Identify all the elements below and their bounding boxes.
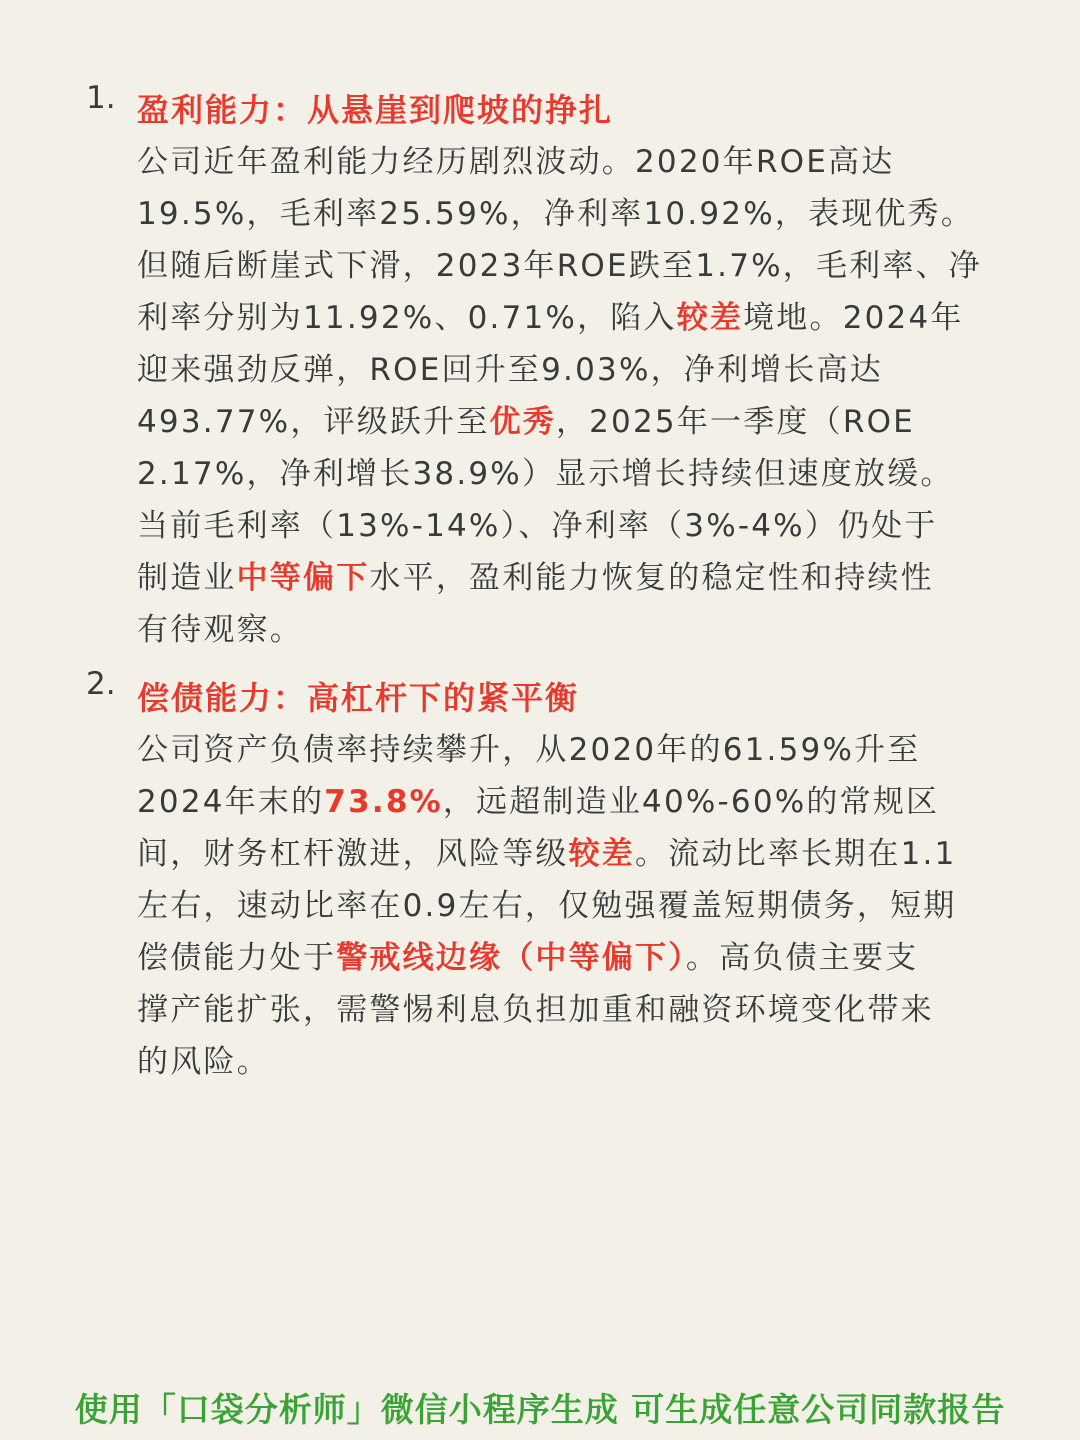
body-text: 间，财务杠杆激进，风险等级 [137, 836, 569, 872]
body-line [137, 984, 934, 1036]
body-text: 左右，速动比率在0.9左右，仅勉强覆盖短期债务，短期 [137, 888, 957, 924]
section-heading: 盈利能力：从悬崖到爬坡的挣扎 [137, 91, 614, 129]
list-number: 2. [86, 666, 116, 702]
body-line [137, 396, 915, 448]
body-line [137, 292, 964, 344]
highlight-text: 优秀 [489, 404, 556, 440]
body-line [137, 932, 918, 984]
footer-promo: 使用「口袋分析师」微信小程序生成 可生成任意公司同款报告 [74, 1390, 1006, 1429]
body-text: 水平，盈利能力恢复的稳定性和持续性 [369, 560, 934, 596]
body-text: 但随后断崖式下滑，2023年ROE跌至1.7%，毛利率、净 [137, 248, 982, 284]
body-line [137, 776, 939, 828]
body-text: 偿债能力处于 [137, 940, 337, 976]
body-text: 公司近年盈利能力经历剧烈波动。2020年ROE高达 [137, 144, 895, 180]
body-text: 19.5%，毛利率25.59%，净利率10.92%，表现优秀。 [137, 196, 975, 232]
body-text: 。流动比率长期在1.1 [635, 836, 957, 872]
list-number: 1. [86, 80, 116, 116]
highlight-text: 较差 [568, 836, 636, 872]
body-text: 2.17%，净利增长38.9%）显示增长持续但速度放缓。 [137, 456, 954, 492]
section-heading: 偿债能力：高杠杆下的紧平衡 [137, 679, 580, 717]
body-text: ，远超制造业40%-60%的常规区 [442, 784, 940, 820]
body-text: 2024年末的 [137, 784, 325, 820]
body-line [137, 724, 921, 776]
body-line [137, 240, 982, 292]
body-text: 当前毛利率（13%-14%）、净利率（3%-4%）仍处于 [137, 508, 938, 544]
body-text: ，2025年一季度（ROE [555, 404, 915, 440]
body-text: 493.77%，评级跃升至 [137, 404, 490, 440]
body-line [137, 500, 938, 552]
highlight-text: 中等偏下 [236, 560, 370, 596]
body-line [137, 136, 894, 188]
body-text: 制造业 [137, 560, 237, 596]
body-text: 的风险。 [137, 1044, 270, 1080]
body-text: 。高负债主要支 [685, 940, 919, 976]
body-line [137, 344, 883, 396]
body-text: 利率分别为11.92%、0.71%，陷入 [137, 300, 677, 336]
body-line [137, 604, 303, 656]
body-line [137, 880, 957, 932]
body-text: 迎来强劲反弹，ROE回升至9.03%，净利增长高达 [137, 352, 884, 388]
body-line [137, 1036, 270, 1088]
body-line [137, 188, 974, 240]
body-line [137, 552, 934, 604]
body-line [137, 828, 957, 880]
body-text: 撑产能扩张，需警惕利息负担加重和融资环境变化带来 [137, 992, 934, 1028]
highlight-text: 73.8% [324, 784, 443, 820]
body-text: 有待观察。 [137, 612, 303, 648]
highlight-text: 警戒线边缘（中等偏下） [336, 940, 686, 976]
body-text: 境地。2024年 [743, 300, 964, 336]
highlight-text: 较差 [676, 300, 744, 336]
body-line [137, 448, 954, 500]
body-text: 公司资产负债率持续攀升，从2020年的61.59%升至 [137, 732, 921, 768]
